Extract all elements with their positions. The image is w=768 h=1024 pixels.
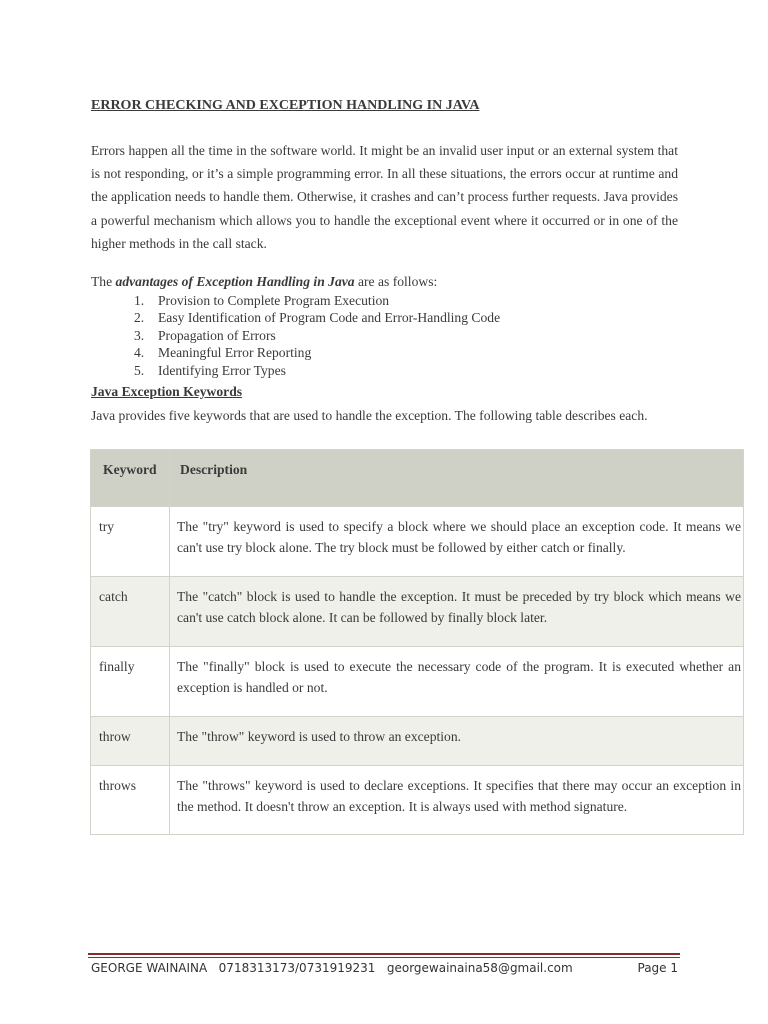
keyword-cell: try xyxy=(91,507,170,577)
section-heading: Java Exception Keywords xyxy=(91,384,243,399)
description-cell: The "finally" block is used to execute the necessary code of the program. It is executed whether an exception is handled or not. xyxy=(170,647,744,717)
description-cell: The "throws" keyword is used to declare exceptions. It specifies that there may occur an exception in the method. It doesn't throw an exception. It is always used with method signature. xyxy=(170,766,744,835)
list-item: 4. Meaningful Error Reporting xyxy=(134,345,312,361)
advantages-prefix: The xyxy=(91,274,116,289)
table-row xyxy=(91,717,744,766)
advantages-emphasis: advantages of Exception Handling in Java xyxy=(115,274,355,289)
list-item: 5. Identifying Error Types xyxy=(134,362,286,378)
keyword-cell: catch xyxy=(91,577,170,647)
list-item: 2. Easy Identification of Program Code and Error-Handling Code xyxy=(134,310,501,326)
table-header-row xyxy=(91,450,744,507)
page-title: ERROR CHECKING AND EXCEPTION HANDLING IN JAVA xyxy=(91,98,480,113)
description-cell: The "throw" keyword is used to throw an exception. xyxy=(170,717,744,766)
section-intro: Java provides five keywords that are used to handle the exception. The following table describes each. xyxy=(91,408,648,423)
description-cell: The "try" keyword is used to specify a block where we should place an exception code. It means we can't use try block alone. The try block must be followed by either catch or finally. xyxy=(170,507,744,577)
description-cell: The "catch" block is used to handle the exception. It must be preceded by try block which means we can't use catch block alone. It can be followed by finally block later. xyxy=(170,577,744,647)
column-header-keyword: Keyword xyxy=(91,450,170,507)
advantages-suffix: are as follows: xyxy=(354,274,438,289)
list-item-text: Identifying Error Types xyxy=(158,362,286,378)
intro-paragraph: Errors happen all the time in the software world. It might be an invalid user input or an external system that is not responding, or it’s a simple programming error. In all these situations, the errors occur at runtime and the application needs to handle them. Otherwise, it crashes and can’t process further requests. Java provides a powerful mechanism which allows you to handle the exceptional event where it occurred or in one of the higher methods in the call stack. xyxy=(91,143,678,251)
list-item-text: Meaningful Error Reporting xyxy=(158,345,312,361)
list-item: 1. Provision to Complete Program Execution xyxy=(134,293,390,308)
footer-divider xyxy=(88,953,680,958)
keyword-cell: throw xyxy=(91,717,170,766)
table-row xyxy=(91,577,744,647)
advantages-sentence xyxy=(91,274,437,290)
list-item-text: Propagation of Errors xyxy=(158,327,276,343)
table-row xyxy=(91,647,744,717)
column-header-description: Description xyxy=(170,450,744,507)
list-item: 3. Propagation of Errors xyxy=(134,327,276,343)
list-item-text: Provision to Complete Program Execution xyxy=(158,293,390,308)
keyword-cell: finally xyxy=(91,647,170,717)
page-number: Page 1 xyxy=(637,961,678,975)
keywords-table xyxy=(90,449,744,835)
keyword-cell: throws xyxy=(91,766,170,835)
advantages-list xyxy=(134,292,500,379)
list-item-text: Easy Identification of Program Code and Error-Handling Code xyxy=(158,310,501,326)
table-row xyxy=(91,766,744,835)
table-row xyxy=(91,507,744,577)
footer-author-contact: GEORGE WAINAINA 0718313173/0731919231 georgewainaina58@gmail.com xyxy=(91,961,573,975)
